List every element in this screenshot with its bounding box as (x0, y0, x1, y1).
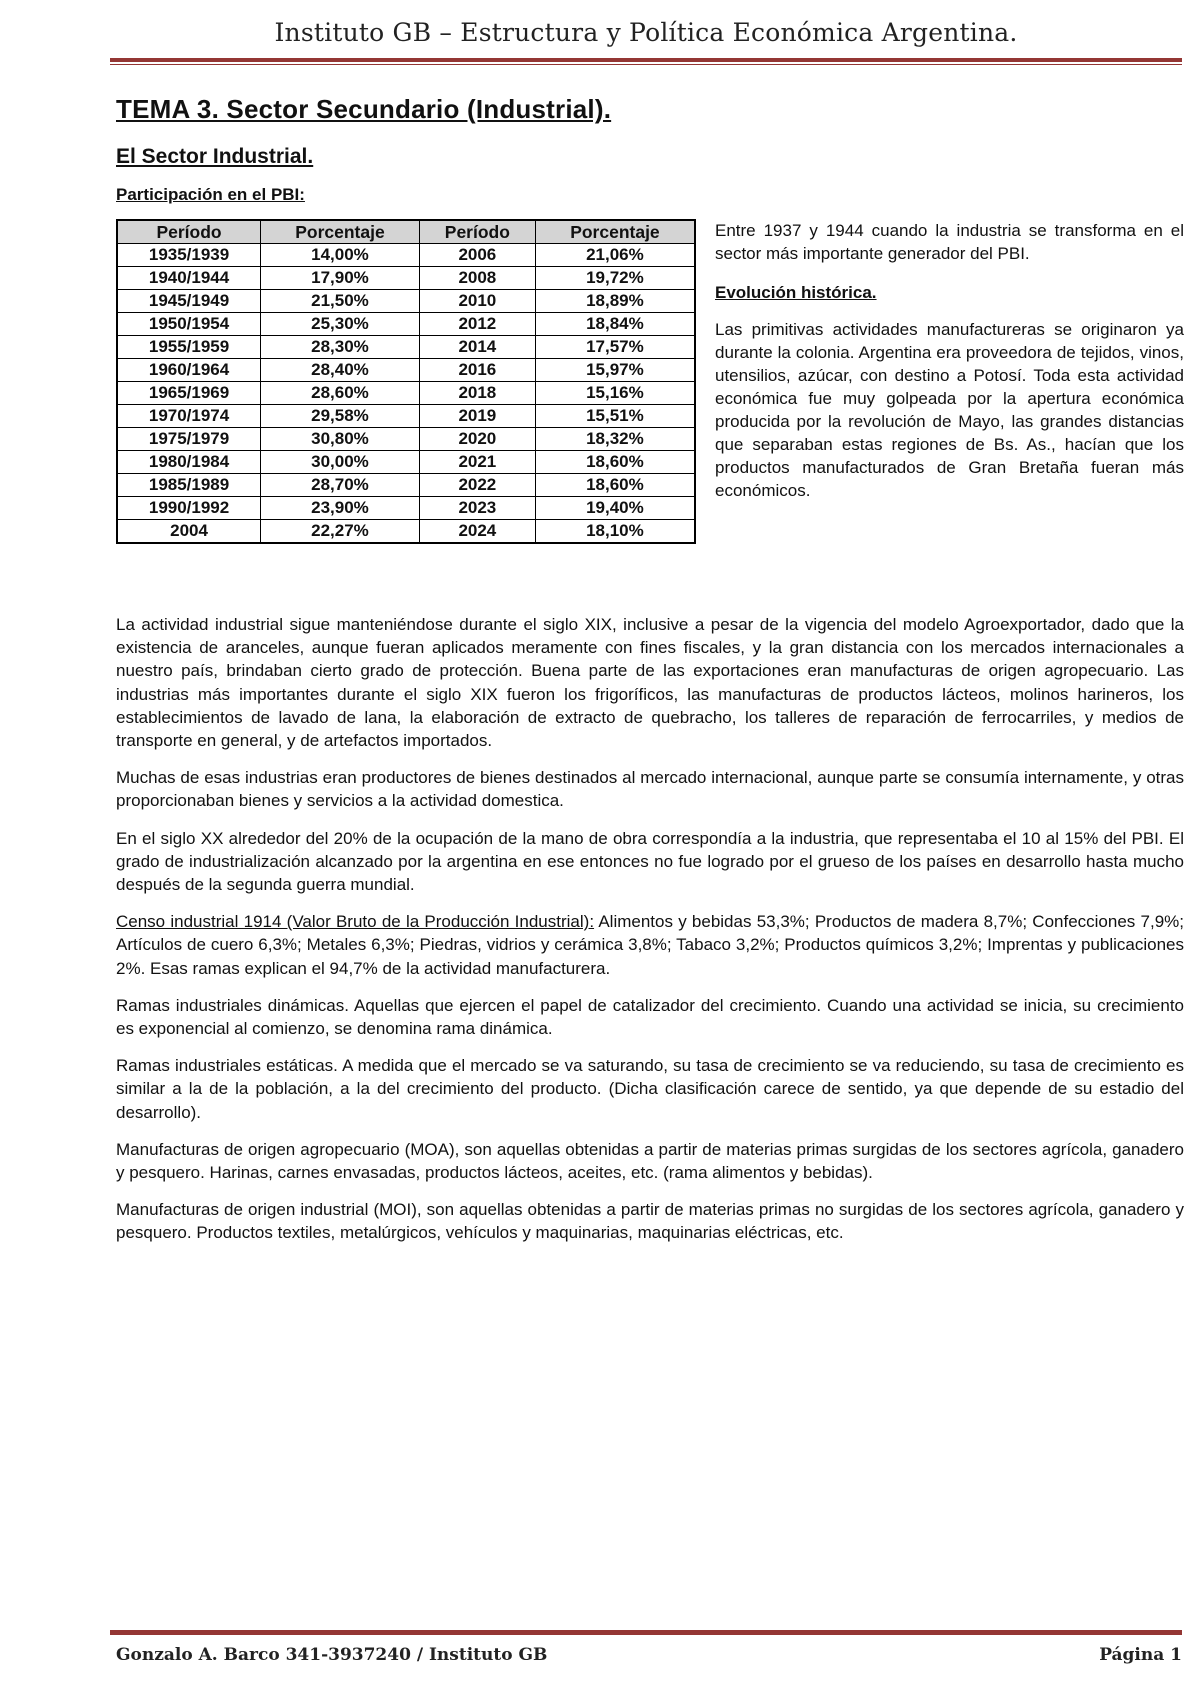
porcentaje-cell: 25,30% (261, 313, 420, 336)
periodo-cell: 1990/1992 (117, 497, 261, 520)
paragraph-censo-1914 (116, 910, 1184, 980)
evolution-title: Evolución histórica. (715, 283, 877, 302)
pbi-participation-table (116, 219, 696, 544)
porcentaje-cell: 19,40% (535, 497, 695, 520)
periodo-cell: 2010 (419, 290, 535, 313)
periodo-cell: 1970/1974 (117, 405, 261, 428)
periodo-cell: 1950/1954 (117, 313, 261, 336)
porcentaje-cell: 28,60% (261, 382, 420, 405)
periodo-cell: 1955/1959 (117, 336, 261, 359)
paragraph-moi: Manufacturas de origen industrial (MOI), son aquellas obtenidas a partir de materias primas no surgidas de los sectores agrícola, ganadero y pesquero. Productos textiles, metalúrgicos, vehículos y maquinarias, maquinarias eléctricas, etc. (116, 1200, 1184, 1243)
footer-divider (110, 1630, 1182, 1635)
periodo-cell: 2019 (419, 405, 535, 428)
periodo-cell: 2024 (419, 520, 535, 544)
periodo-cell: 2023 (419, 497, 535, 520)
paragraph-siglo-xx: En el siglo XX alrededor del 20% de la ocupación de la mano de obra correspondía a la industria, que representaba el 10 al 15% del PBI. El grado de industrialización alcanzado por la argentina en ese entonces no fue logrado por el grueso de los países en desarrollo hasta mucho después de la segunda guerra mundial. (116, 828, 1184, 895)
footer-author: Gonzalo A. Barco 341-3937240 / Instituto GB (116, 1645, 548, 1665)
header-porcentaje-1: Porcentaje (261, 220, 420, 244)
porcentaje-cell: 18,89% (535, 290, 695, 313)
table-and-sidebar (116, 219, 1184, 613)
porcentaje-cell: 17,90% (261, 267, 420, 290)
table-row (117, 313, 695, 336)
table-row (117, 451, 695, 474)
table-row (117, 382, 695, 405)
body-text (116, 613, 1184, 1245)
porcentaje-cell: 28,70% (261, 474, 420, 497)
porcentaje-cell: 14,00% (261, 244, 420, 267)
side-text (715, 219, 1184, 514)
porcentaje-cell: 15,16% (535, 382, 695, 405)
tema-title: TEMA 3. Sector Secundario (Industrial). (116, 94, 612, 124)
header-periodo-1: Período (117, 220, 261, 244)
porcentaje-cell: 29,58% (261, 405, 420, 428)
table-row (117, 359, 695, 382)
porcentaje-cell: 22,27% (261, 520, 420, 544)
periodo-cell: 1985/1989 (117, 474, 261, 497)
paragraph-siglo-xix: La actividad industrial sigue manteniéndose durante el siglo XIX, inclusive a pesar de la vigencia del modelo Agroexportador, dado que la existencia de aranceles, aunque fueran aplicados meramente con fines fiscales, y la gran distancia con los mercados internacionales a nuestro país, brindaban cierto grado de protección. Buena parte de las exportaciones eran manufacturas de origen agropecuario. Las industrias más importantes durante el siglo XIX fueron los frigoríficos, las manufacturas de productos lácteos, molinos harineros, los establecimientos de lavado de lana, la elaboración de extracto de quebracho, los talleres de reparación de ferrocarriles, y medios de transporte en general, y de artefactos importados. (116, 615, 1184, 751)
porcentaje-cell: 18,32% (535, 428, 695, 451)
evolution-paragraph: Las primitivas actividades manufactureras se originaron ya durante la colonia. Argentina era proveedora de tejidos, vinos, utensilios, azúcar, con destino a Potosí. Toda esta actividad económica fue muy golpeada por la apertura económica producida por la revolución de Mayo, las grandes distancias que separaban estas regiones de Bs. As., hacían que los productos manufacturados de Gran Bretaña fueran más económicos. (715, 320, 1184, 500)
periodo-cell: 1940/1944 (117, 267, 261, 290)
table-row (117, 336, 695, 359)
periodo-cell: 1935/1939 (117, 244, 261, 267)
table-row (117, 520, 695, 544)
page-header-title: Instituto GB – Estructura y Política Económica Argentina. (274, 18, 1018, 47)
paragraph-ramas-estaticas: Ramas industriales estáticas. A medida que el mercado se va saturando, su tasa de crecimiento se va reduciendo, su tasa de crecimiento es similar a la de la población, a la del crecimiento del producto. (Dicha clasificación carece de sentido, ya que depende de su estadio del desarrollo). (116, 1056, 1184, 1122)
periodo-cell: 2018 (419, 382, 535, 405)
header-porcentaje-2: Porcentaje (535, 220, 695, 244)
intro-paragraph: Entre 1937 y 1944 cuando la industria se transforma en el sector más importante generador del PBI. (715, 221, 1184, 263)
censo-text: Alimentos y bebidas 53,3%; Productos de madera 8,7%; Confecciones 7,9%; Artículos de cuero 6,3%; Metales 6,3%; Piedras, vidrios y cerámica 3,8%; Tabaco 3,2%; Productos químicos 3,2%; Imprentas y publicaciones 2%. Esas ramas explican el 94,7% de la actividad manufacturera. (116, 912, 1184, 978)
page-content (116, 94, 1184, 1259)
periodo-cell: 2006 (419, 244, 535, 267)
table-row (117, 428, 695, 451)
porcentaje-cell: 23,90% (261, 497, 420, 520)
participation-title: Participación en el PBI: (116, 185, 305, 204)
porcentaje-cell: 19,72% (535, 267, 695, 290)
section-title: El Sector Industrial. (116, 145, 314, 168)
periodo-cell: 2016 (419, 359, 535, 382)
periodo-cell: 2014 (419, 336, 535, 359)
porcentaje-cell: 15,51% (535, 405, 695, 428)
porcentaje-cell: 30,80% (261, 428, 420, 451)
periodo-cell: 2022 (419, 474, 535, 497)
table-row (117, 290, 695, 313)
porcentaje-cell: 18,60% (535, 474, 695, 497)
table-row (117, 244, 695, 267)
page-number: Página 1 (1099, 1645, 1182, 1665)
table-row (117, 497, 695, 520)
paragraph-ramas-dinamicas: Ramas industriales dinámicas. Aquellas que ejercen el papel de catalizador del crecimiento. Cuando una actividad se inicia, su crecimiento es exponencial al comienzo, se denomina rama dinámica. (116, 995, 1184, 1039)
paragraph-moa: Manufacturas de origen agropecuario (MOA), son aquellas obtenidas a partir de materias primas surgidas de los sectores agrícola, ganadero y pesquero. Harinas, carnes envasadas, productos lácteos, aceites, etc. (rama alimentos y bebidas). (116, 1139, 1184, 1183)
porcentaje-cell: 28,30% (261, 336, 420, 359)
periodo-cell: 1980/1984 (117, 451, 261, 474)
paragraph-mercado-internacional: Muchas de esas industrias eran productores de bienes destinados al mercado internacional, aunque parte se consumía internamente, y otras proporcionaban bienes y servicios a la actividad domestica. (116, 768, 1184, 811)
porcentaje-cell: 30,00% (261, 451, 420, 474)
periodo-cell: 1965/1969 (117, 382, 261, 405)
periodo-cell: 2020 (419, 428, 535, 451)
porcentaje-cell: 18,10% (535, 520, 695, 544)
periodo-cell: 2004 (117, 520, 261, 544)
table-row (117, 405, 695, 428)
table-row (117, 474, 695, 497)
periodo-cell: 2012 (419, 313, 535, 336)
header-divider-thin (110, 64, 1182, 65)
porcentaje-cell: 18,60% (535, 451, 695, 474)
periodo-cell: 1975/1979 (117, 428, 261, 451)
porcentaje-cell: 21,06% (535, 244, 695, 267)
header-divider (110, 58, 1182, 62)
table-header-row (117, 220, 695, 244)
header-periodo-2: Período (419, 220, 535, 244)
periodo-cell: 1945/1949 (117, 290, 261, 313)
censo-label: Censo industrial 1914 (Valor Bruto de la Producción Industrial): (116, 912, 595, 932)
porcentaje-cell: 18,84% (535, 313, 695, 336)
periodo-cell: 1960/1964 (117, 359, 261, 382)
porcentaje-cell: 21,50% (261, 290, 420, 313)
porcentaje-cell: 28,40% (261, 359, 420, 382)
porcentaje-cell: 15,97% (535, 359, 695, 382)
table-row (117, 267, 695, 290)
periodo-cell: 2021 (419, 451, 535, 474)
porcentaje-cell: 17,57% (535, 336, 695, 359)
periodo-cell: 2008 (419, 267, 535, 290)
table-body (117, 244, 695, 544)
